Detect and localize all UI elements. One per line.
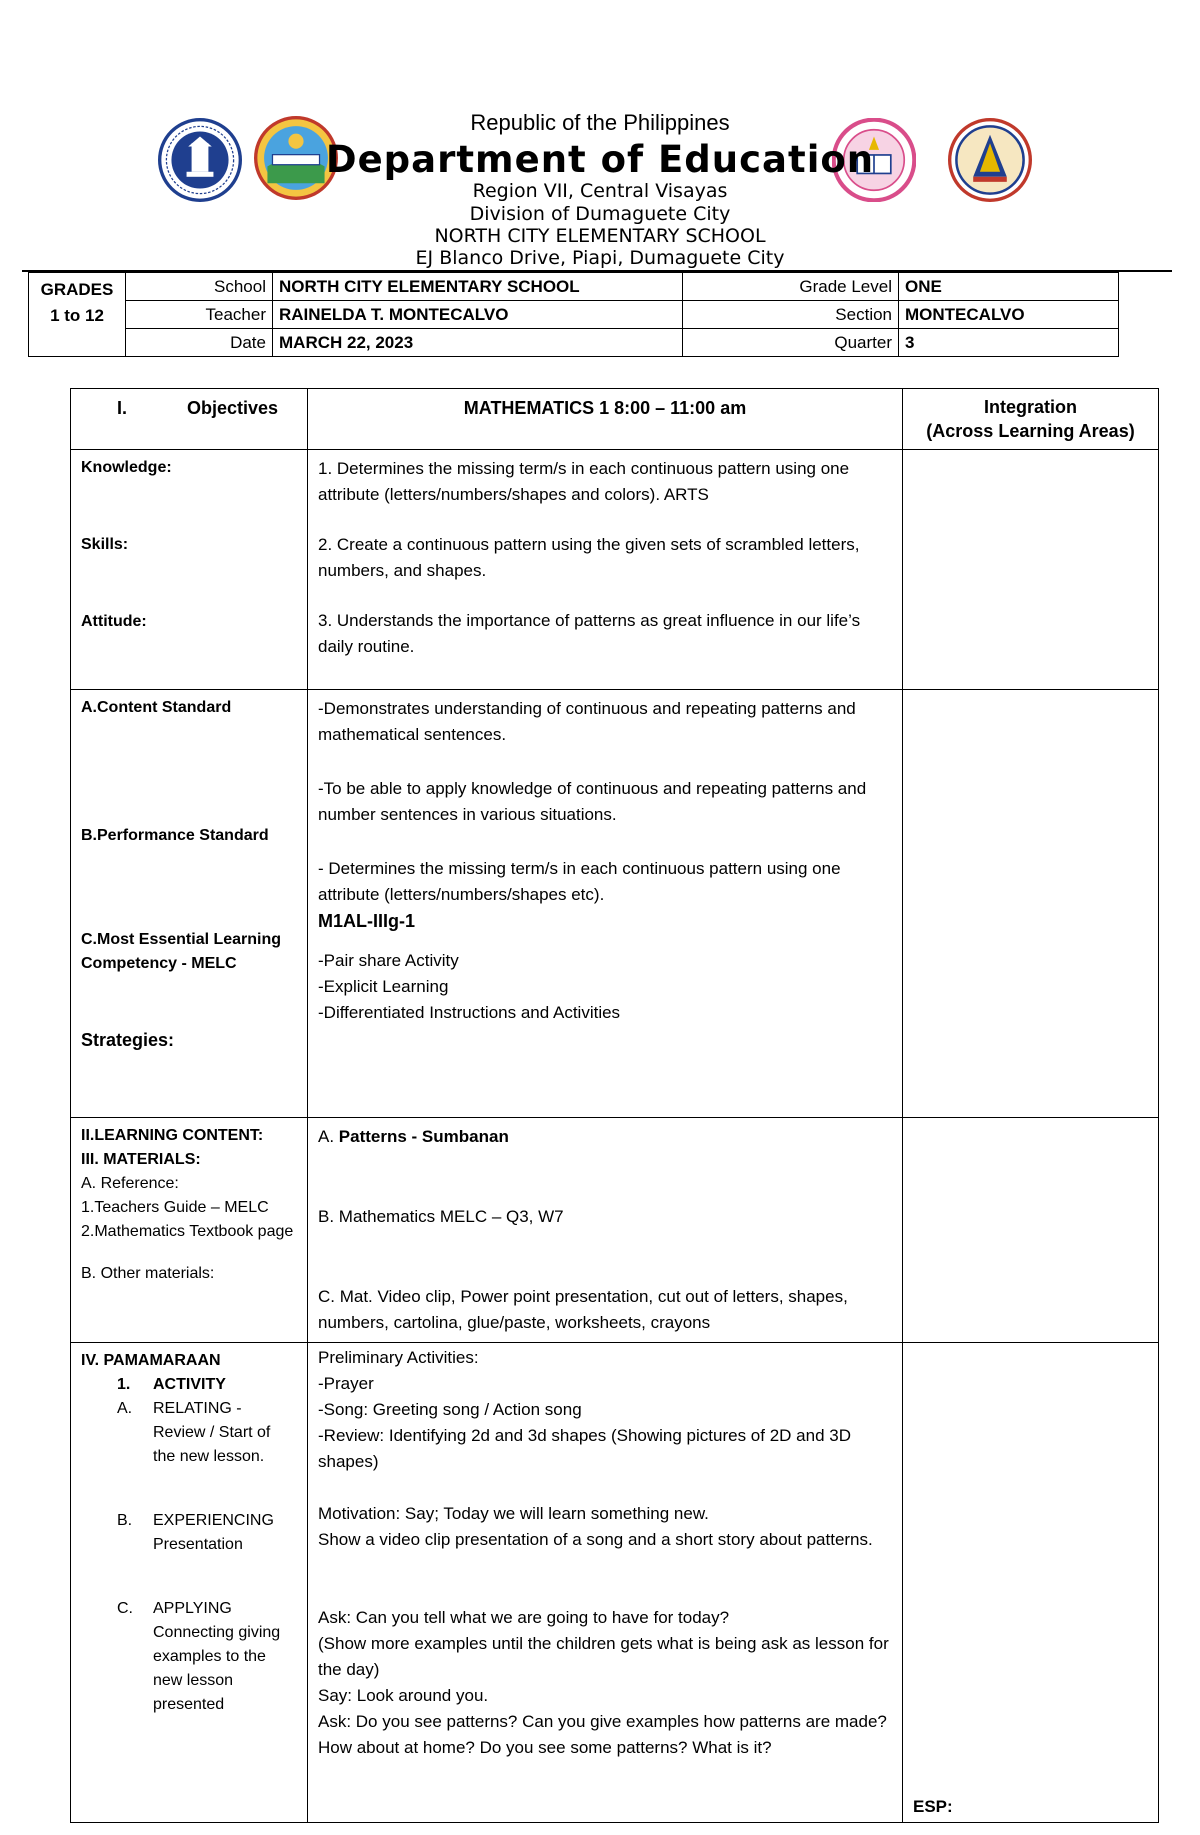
learning-content-label: II.LEARNING CONTENT: [81, 1127, 264, 1144]
header-division: Division of Dumaguete City [469, 203, 731, 225]
reference-2: 2.Mathematics Textbook page [81, 1223, 294, 1240]
materials-text: C. Mat. Video clip, Power point presentation, cut out of letters, shapes, numbers, cartolina, glue/paste, worksheets, crayons [318, 1287, 848, 1332]
attitude-label: Attitude: [81, 613, 147, 630]
objectives-header [71, 389, 308, 450]
grade-level-value: ONE [899, 273, 1119, 301]
step-c-num: C. [117, 1600, 133, 1617]
strategy-2: -Explicit Learning [318, 977, 449, 996]
procedure-label: IV. PAMAMARAAN [81, 1352, 221, 1369]
procedure-line: Preliminary Activities: [318, 1348, 479, 1367]
subject-header: MATHEMATICS 1 8:00 – 11:00 am [308, 389, 903, 450]
activity-label: ACTIVITY [153, 1376, 226, 1393]
step-a [81, 1397, 297, 1469]
reference-label: A. Reference: [81, 1175, 179, 1192]
reference-1: 1.Teachers Guide – MELC [81, 1199, 269, 1216]
strategy-3: -Differentiated Instructions and Activities [318, 1003, 621, 1022]
activity-step [81, 1373, 297, 1397]
step-a-text: RELATING - Review / Start of the new lesson. [153, 1400, 271, 1465]
other-materials-label: B. Other materials: [81, 1265, 215, 1282]
objectives-text-cell [308, 450, 903, 690]
strategy-1: -Pair share Activity [318, 951, 459, 970]
header-school: NORTH CITY ELEMENTARY SCHOOL [434, 225, 766, 247]
objectives-integration-cell [903, 450, 1159, 690]
section-label: Section [683, 301, 899, 329]
quarter-value: 3 [899, 329, 1119, 357]
procedure-integration-cell [903, 1343, 1159, 1823]
header-region: Region VII, Central Visayas [472, 180, 728, 202]
header-republic: Republic of the Philippines [470, 110, 730, 135]
date-value: MARCH 22, 2023 [273, 329, 683, 357]
performance-standard-label: B.Performance Standard [81, 827, 269, 844]
procedure-line: Ask: Do you see patterns? Can you give examples how patterns are made? [318, 1712, 887, 1731]
step-a-num: A. [117, 1400, 133, 1417]
objectives-header-label: Objectives [187, 398, 279, 418]
procedure-text-cell [308, 1343, 903, 1823]
date-label: Date [126, 329, 273, 357]
step-b-text: EXPERIENCING Presentation [153, 1512, 274, 1553]
step-c [81, 1597, 297, 1717]
header-department: Department of Education [325, 138, 875, 181]
step-b [81, 1509, 297, 1557]
procedure-line: Show a video clip presentation of a song and a short story about patterns. [318, 1530, 873, 1549]
grades-label: GRADES [40, 280, 114, 299]
lesson-info-table [28, 272, 1119, 357]
integration-esp: ESP: [913, 1797, 953, 1816]
integration-header-title: Integration [984, 397, 1077, 417]
content-labels-cell [71, 1118, 308, 1343]
objective-1: 1. Determines the missing term/s in each continuous pattern using one attribute (letters/numbers/shapes and colors). ARTS [318, 459, 850, 504]
teacher-value: RAINELDA T. MONTECALVO [273, 301, 683, 329]
procedure-line: (Show more examples until the children gets what is being ask as lesson for the day) [318, 1634, 889, 1679]
performance-standard-text: -To be able to apply knowledge of continuous and repeating patterns and number sentences in various situations. [318, 779, 867, 824]
materials-label: III. MATERIALS: [81, 1151, 201, 1168]
teacher-label: Teacher [126, 301, 273, 329]
procedure-line: Say: Look around you. [318, 1686, 489, 1705]
strategies-label: Strategies: [81, 1030, 175, 1050]
content-integration-cell [903, 1118, 1159, 1343]
standards-integration-cell [903, 690, 1159, 1118]
school-value: NORTH CITY ELEMENTARY SCHOOL [273, 273, 683, 301]
melc-code: M1AL-IIIg-1 [318, 911, 415, 931]
procedure-line: -Review: Identifying 2d and 3d shapes (Showing pictures of 2D and 3D shapes) [318, 1426, 851, 1471]
objectives-header-num: I. [117, 398, 128, 418]
integration-header [903, 389, 1159, 450]
procedure-line: Motivation: Say; Today we will learn something new. [318, 1504, 709, 1523]
integration-header-subtitle: (Across Learning Areas) [926, 421, 1135, 441]
grades-cell [29, 273, 126, 357]
standards-text-cell [308, 690, 903, 1118]
step-c-text: APPLYING Connecting giving examples to the new lesson presented [153, 1600, 281, 1713]
topic-prefix: A. [318, 1127, 339, 1146]
quarter-label: Quarter [683, 329, 899, 357]
standards-labels-cell [71, 690, 308, 1118]
header-address: EJ Blanco Drive, Piapi, Dumaguete City [415, 247, 785, 269]
lesson-plan-table [70, 388, 1159, 1823]
grades-range: 1 to 12 [50, 306, 104, 325]
procedure-line: Ask: Can you tell what we are going to have for today? [318, 1608, 730, 1627]
knowledge-label: Knowledge: [81, 459, 172, 476]
grade-level-label: Grade Level [683, 273, 899, 301]
section-value: MONTECALVO [899, 301, 1119, 329]
procedure-labels-cell [71, 1343, 308, 1823]
topic-line [318, 1124, 892, 1150]
topic-title: Patterns - Sumbanan [338, 1127, 509, 1146]
reference-text: B. Mathematics MELC – Q3, W7 [318, 1207, 564, 1226]
content-standard-text: -Demonstrates understanding of continuous and repeating patterns and mathematical sentences. [318, 699, 856, 744]
melc-label: C.Most Essential Learning Competency - MELC [81, 931, 282, 972]
procedure-line: -Song: Greeting song / Action song [318, 1400, 582, 1419]
objective-2: 2. Create a continuous pattern using the given sets of scrambled letters, numbers, and shapes. [318, 535, 860, 580]
objective-3: 3. Understands the importance of patterns as great influence in our life’s daily routine. [318, 611, 861, 656]
step-b-num: B. [117, 1512, 133, 1529]
content-text-cell [308, 1118, 903, 1343]
content-standard-label: A.Content Standard [81, 699, 232, 716]
procedure-line: How about at home? Do you see some patterns? What is it? [318, 1738, 772, 1757]
procedure-line: -Prayer [318, 1374, 374, 1393]
objectives-labels-cell [71, 450, 308, 690]
skills-label: Skills: [81, 536, 129, 553]
melc-text: - Determines the missing term/s in each continuous pattern using one attribute (letters/numbers/shapes etc). [318, 859, 841, 904]
activity-num: 1. [117, 1376, 131, 1393]
school-label: School [126, 273, 273, 301]
